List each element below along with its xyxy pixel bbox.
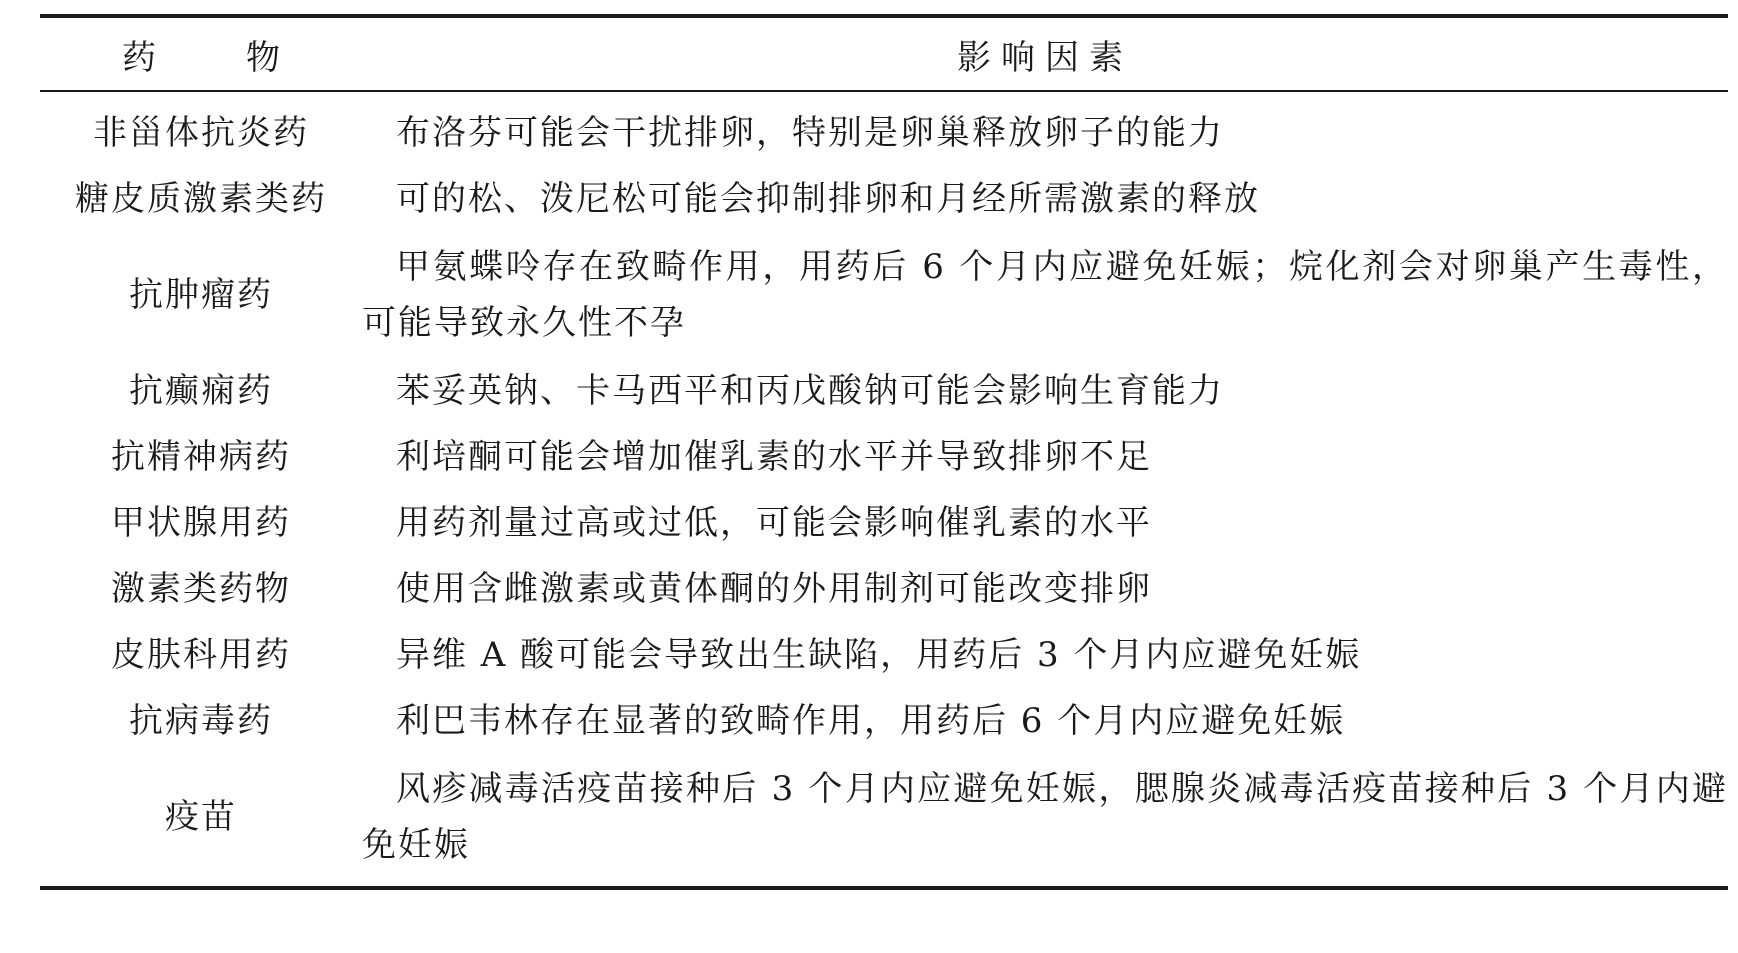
drug-cell: 抗肿瘤药 <box>129 275 273 315</box>
header-drug <box>40 30 362 79</box>
table-row <box>40 358 1728 424</box>
effect-cell: 利培酮可能会增加催乳素的水平并导致排卵不足 <box>396 437 1152 477</box>
table-row <box>40 754 1728 880</box>
table-row <box>40 166 1728 232</box>
drug-cell: 皮肤科用药 <box>111 635 291 675</box>
drug-cell: 抗病毒药 <box>129 701 273 741</box>
effect-cell: 使用含雌激素或黄体酮的外用制剂可能改变排卵 <box>396 569 1152 609</box>
effect-cell: 异维 A 酸可能会导致出生缺陷，用药后 3 个月内应避免妊娠 <box>396 635 1362 675</box>
effect-cell: 甲氨蝶呤存在致畸作用，用药后 6 个月内应避免妊娠；烷化剂会对卵巢产生毒性，可能导致永久性不孕 <box>362 247 1728 343</box>
table-body <box>40 92 1728 886</box>
drug-effect-table <box>40 14 1728 890</box>
drug-cell: 糖皮质激素类药 <box>75 179 327 219</box>
drug-cell: 疫苗 <box>165 797 237 837</box>
drug-cell: 激素类药物 <box>111 569 291 609</box>
table-row <box>40 100 1728 166</box>
effect-cell: 布洛芬可能会干扰排卵，特别是卵巢释放卵子的能力 <box>396 113 1224 153</box>
effect-cell: 可的松、泼尼松可能会抑制排卵和月经所需激素的释放 <box>396 179 1260 219</box>
header-drug-char2: 物 <box>246 37 280 78</box>
table-row <box>40 556 1728 622</box>
table-row <box>40 490 1728 556</box>
table-row <box>40 688 1728 754</box>
drug-cell: 非甾体抗炎药 <box>93 113 309 153</box>
drug-cell: 甲状腺用药 <box>111 503 291 543</box>
header-effect: 影响因素 <box>957 37 1133 78</box>
drug-cell: 抗精神病药 <box>111 437 291 477</box>
drug-cell: 抗癫痫药 <box>129 371 273 411</box>
effect-cell: 风疹减毒活疫苗接种后 3 个月内应避免妊娠，腮腺炎减毒活疫苗接种后 3 个月内避免妊娠 <box>362 769 1728 865</box>
table-row <box>40 622 1728 688</box>
effect-cell: 苯妥英钠、卡马西平和丙戊酸钠可能会影响生育能力 <box>396 371 1224 411</box>
table-header <box>40 18 1728 90</box>
table-row <box>40 232 1728 358</box>
effect-cell: 利巴韦林存在显著的致畸作用，用药后 6 个月内应避免妊娠 <box>396 701 1346 741</box>
table-bottom-rule <box>40 886 1728 890</box>
header-drug-char1: 药 <box>122 37 156 78</box>
effect-cell: 用药剂量过高或过低，可能会影响催乳素的水平 <box>396 503 1152 543</box>
table-row <box>40 424 1728 490</box>
